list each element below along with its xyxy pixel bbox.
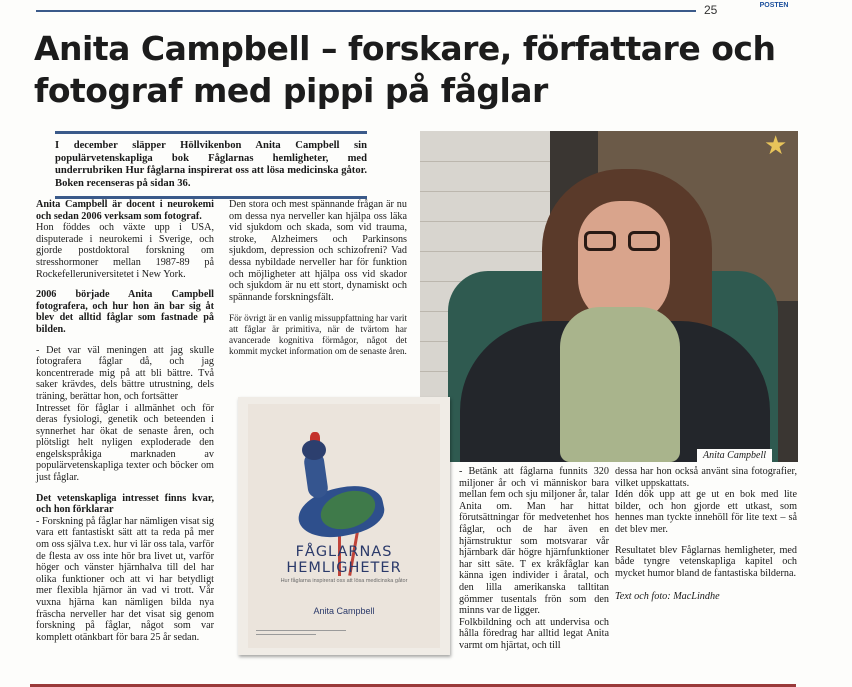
book-author: Anita Campbell: [313, 606, 375, 616]
scarf: [560, 307, 680, 462]
col1-paragraph: Anita Campbell är docent i neurokemi och sedan 2006 verksam som fotograf.: [36, 199, 214, 222]
ingress-box: [55, 131, 367, 199]
article-headline: Anita Campbell – forskare, författare och fotograf med pippi på fåglar: [34, 29, 776, 110]
col1-paragraph: 2006 började Anita Campbell fotografera, och hur hon än bar sig åt blev det alltid fåglar som fastnade på bilden.: [36, 289, 214, 335]
book-subtitle: Hur fåglarna inspirerat oss att lösa medicinska gåtor: [280, 578, 408, 584]
byline: Text och foto: MacLindhe: [615, 591, 720, 603]
col3-paragraph: Folkbildning och att undervisa och hålla föredrag har alltid legat Anita varmt om hjärtat, och till: [459, 616, 609, 651]
text-column-4: [615, 466, 797, 603]
text-column-1: [36, 199, 214, 643]
glasses-icon: [584, 231, 664, 253]
col4-paragraph: Idén dök upp att ge ut en bok med lite bilder, och hon gjorde ett utkast, som hennes man tyckte innehöll för lite text – så det blev mer.: [615, 489, 797, 535]
col1-paragraph: - Det var väl meningen att jag skulle fotografera fåglar då, och jag koncentrerade mig på att bli bättre. Två saker krävdes, dels bättre utrustning, dels träning, berättar hon, och fortsätter: [36, 344, 214, 402]
book-cover: [248, 404, 440, 648]
col1-paragraph: Intresset för fåglar i allmänhet och för deras fysiologi, genetik och beteenden i synnerhet har ökat de senaste åren, och plötsligt helt nyligen exploderade den engelskspråkiga marknaden av populärvetenskapliga texter och böcker om just fåglar.: [36, 402, 214, 484]
col2-paragraph: För övrigt är en vanlig missuppfattning har varit att fåglar är primitiva, när de tvärtom har avancerade kognitiva förmågor, något det kommit mycket information om de senaste åren.: [229, 313, 407, 357]
photo-caption: Anita Campbell: [697, 449, 772, 462]
page-number: 25: [704, 3, 718, 17]
text-column-3: [459, 466, 609, 652]
col4-paragraph: Resultatet blev Fåglarnas hemligheter, med både tyngre vetenskapliga kapitel och mycket humor bland de fantastiska bilderna.: [615, 544, 797, 579]
ingress-top-rule: [55, 131, 367, 134]
star-icon: ★: [764, 131, 788, 161]
bird-head: [302, 440, 326, 460]
top-rule: [36, 10, 696, 12]
col3-paragraph: - Betänk att fåglarna funnits 320 miljoner år och vi människor bara mellan fem och sju miljoner år, talar Anita om. Man har hittat förutsättningar för medvetenhet hos fåglar, och de har även en hjärnstruktur som motsvarar vår hjärnbark där högre hjärnfunktioner har sitt säte. T ex kråkfåglar kan känna igen individer i åratal, och den lilla amerikanska talltitan gömmer tusentals frön som den minns var de ligger.: [459, 466, 609, 617]
col1-paragraph: Hon föddes och växte upp i USA, disputerade i neurokemi i Sverige, och gjorde postdoktoral forskning om stresshormoner mellan 1987-89 på Rockefelleruniversitetet i New York.: [36, 222, 214, 280]
book-title: [248, 544, 440, 576]
book-image: [238, 397, 450, 655]
newspaper-logo: [752, 2, 796, 16]
col4-paragraph: dessa har hon också använt sina fotografier, vilket uppskattats.: [615, 466, 797, 489]
book-title-line-2: HEMLIGHETER: [286, 560, 402, 576]
logo-main-text: POSTEN: [759, 2, 789, 9]
publisher-mark: [256, 630, 346, 640]
ingress-text: I december släpper Höllvikenbon Anita Campbell sin populärvetenskapliga bok Fåglarnas hemligheter, med underrubriken Hur fåglarna inspirerat oss att lösa medicinska gåtor. Boken recenseras på sidan 36.: [55, 140, 367, 189]
book-title-line-1: FÅGLARNAS: [295, 544, 393, 560]
portrait-photo: [420, 131, 798, 462]
col1-subheading: Det vetenskapliga intresset finns kvar, och hon förklarar: [36, 492, 214, 516]
text-column-2: [229, 199, 407, 357]
col1-paragraph: - Forskning på fåglar har nämligen visat sig vara ett fantastiskt sätt att ta reda på mer om oss själva t.ex. hur vi lär oss tala, varför de flesta av oss inte hör bra livet ut, varför höger och vänster hjärnhalva till del har olika funktioner och att vi har betydligt mer flexibla hjärnor än vad vi trott. Vår vuxna hjärna kan nämligen bilda nya fräscha nerveller har det visat sig genom forskning på fåglar, något som var komplett otänkbart för bara 25 år sedan.: [36, 515, 214, 643]
col2-paragraph: Den stora och mest spännande frågan är nu om dessa nya nerveller kan hjälpa oss läka vid sjukdom och skada, som vid trauma, stroke, Alzheimers och Parkinsons sjukdom, depression och schizofreni? Vad dessa nybildade nerveller har för funktion och möjligheter att hjälpa oss vid skador och sjukdom är nu ett stort, dynamiskt och spännande forskningsfält.: [229, 199, 407, 303]
